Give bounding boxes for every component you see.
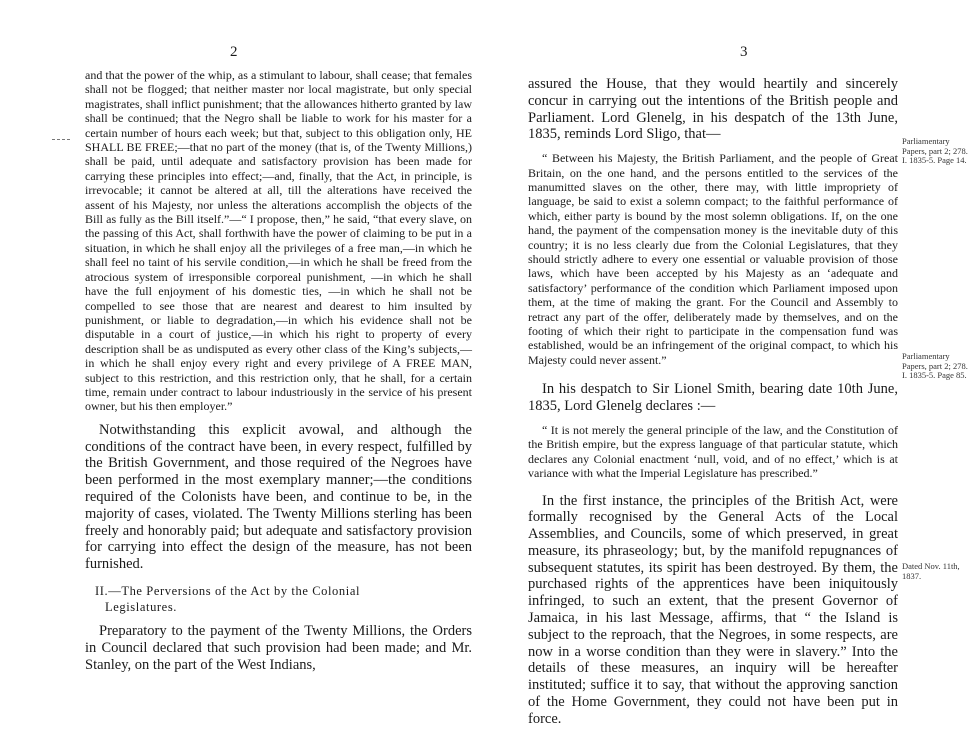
section-heading-line: II.—The Perversions of the Act by the Colonial (95, 583, 361, 598)
right-text-column (528, 76, 898, 728)
paragraph: and that the power of the whip, as a stimulant to labour, shall cease; that females shall not be flogged; that neither master nor local magistrate, but only special magistrates, shall inflict punishment; that the allowances hitherto granted by law shall be continued; that the Negro shall be liable to work for his master for a certain number of hours each week; but that, subject to this obligation only, HE SHALL BE FREE;—that no part of the money (that is, of the Twenty Millions,) shall be paid, until adequate and satisfactory provision has been made for carrying these principles into effect;—and, finally, that the Act, in principle, is irrevocable; it cannot be altered at all, till the alterations have received the assent of his Majesty, nor unless the alterations accomplish the objects of the Bill as fully as the Bill itself.”—“ I propose, then,” he said, “that every slave, on the passing of this Act, shall forthwith have the power of claiming to be put in a situation, in which he shall enjoy all the privileges of a free man,—in which he shall feel no taint of his servile condition,—in which he shall be freed from the atrocious system of irresponsible corporeal punishment, —in which he shall have the full enjoyment of his domestic ties, —in which he shall not be compelled to see those that are nearest and dearest to him insulted by punishment, or liable to degradation,—in which his evidence shall not be disputable in a court of justice,—in which his right to property of every description shall be as undisputed as every other class of the King’s subjects,—in which he shall enjoy every right and every privilege of A FREE MAN, subject to this restriction, and this restriction only, that he shall, for a certain time, remain under contract to labour industriously in the service of his present owner, but his then employer.” (85, 68, 472, 414)
paragraph: In the first instance, the principles of the British Act, were formally recognised by the General Acts of the Local Assemblies, and Councils, some of which preserved, in great measure, its phraseology; but, by the manifold repugnances of subsequent statutes, its spirit has been destroyed. By them, the purchased rights of the apprentices have been iniquitously infringed, to such an extent, that the present Governor of Jamaica, in his last Message, affirms, that “ the Island is subject to the reproach, that the Negroes, in some respects, are now in a worse condition than they were in slavery.” Into the details of these measures, an inquiry will be hereafter instituted; suffice it to say, that without the approving sanction of the Home Government, they could not have been put in force. (528, 492, 898, 727)
block-quote: “ It is not merely the general principle of the law, and the Constitution of the British empire, but the express language of that particular statute, which declares any Colonial enactment ‘null, void, and of no effect,’ which is at variance with what the Imperial Legislature has prescribed.” (528, 422, 898, 481)
page-number: 3 (740, 44, 748, 60)
margin-tick-mark (52, 139, 70, 140)
section-heading-line: Legislatures. (105, 599, 178, 614)
section-heading (85, 583, 472, 615)
paragraph: assured the House, that they would heartily and sincerely concur in carrying out the intentions of the British people and Parliament. Lord Glenelg, in his despatch of the 13th June, 1835, reminds Lord Sligo, that— (528, 76, 898, 143)
paragraph: Preparatory to the payment of the Twenty Millions, the Orders in Council declared that such provision had been made; and Mr. Stanley, on the part of the West Indians, (85, 622, 472, 673)
paragraph: In his despatch to Sir Lionel Smith, bearing date 10th June, 1835, Lord Glenelg declares :— (528, 381, 898, 415)
margin-note: Dated Nov. 11th, 1837. (902, 561, 960, 581)
paragraph: Notwithstanding this explicit avowal, and although the conditions of the contract have been, in every respect, fulfilled by the British Government, and those required of the Negroes have been performed in the most exemplary manner;—the conditions required of the Colonists have been, and continue to be, in the majority of cases, violated. The Twenty Millions sterling has been freely and honorably paid; but adequate and satisfactory provision for carrying into effect the design of the measure, has not been furnished. (85, 421, 472, 573)
left-text-column (85, 68, 472, 673)
block-quote: “ Between his Majesty, the British Parliament, and the people of Great Britain, on the one hand, and the persons entitled to the services of the manumitted slaves on the other, there may, with little impropriety of language, be said to exist a solemn compact; to the faithful performance of which, either party is bound by the most solemn obligations. If, on the one hand, the payment of the compensation money is the inevitable duty of this country; it is no less clearly due from the Colonial Legislatures, that they should strictly adhere to every one essential or valuable provision of those laws, which have been accepted by his Majesty as an ‘adequate and satisfactory’ performance of the condition which Parliament imposed upon them, at the time of making the grant. For the Council and Assembly to retract any part of the offer, deliberately made by themselves, and on the footing of which their right to participate in the compensation fund was established, would be an infringement of the original compact, to which his Majesty could never assent.” (528, 151, 898, 367)
margin-note: Parliamentary Papers, part 2; 278. I. 1835-5. Page 14. (902, 136, 968, 165)
margin-note: Parliamentary Papers, part 2; 278. I. 1835-5. Page 85. (902, 351, 968, 380)
page-number: 2 (230, 44, 238, 60)
